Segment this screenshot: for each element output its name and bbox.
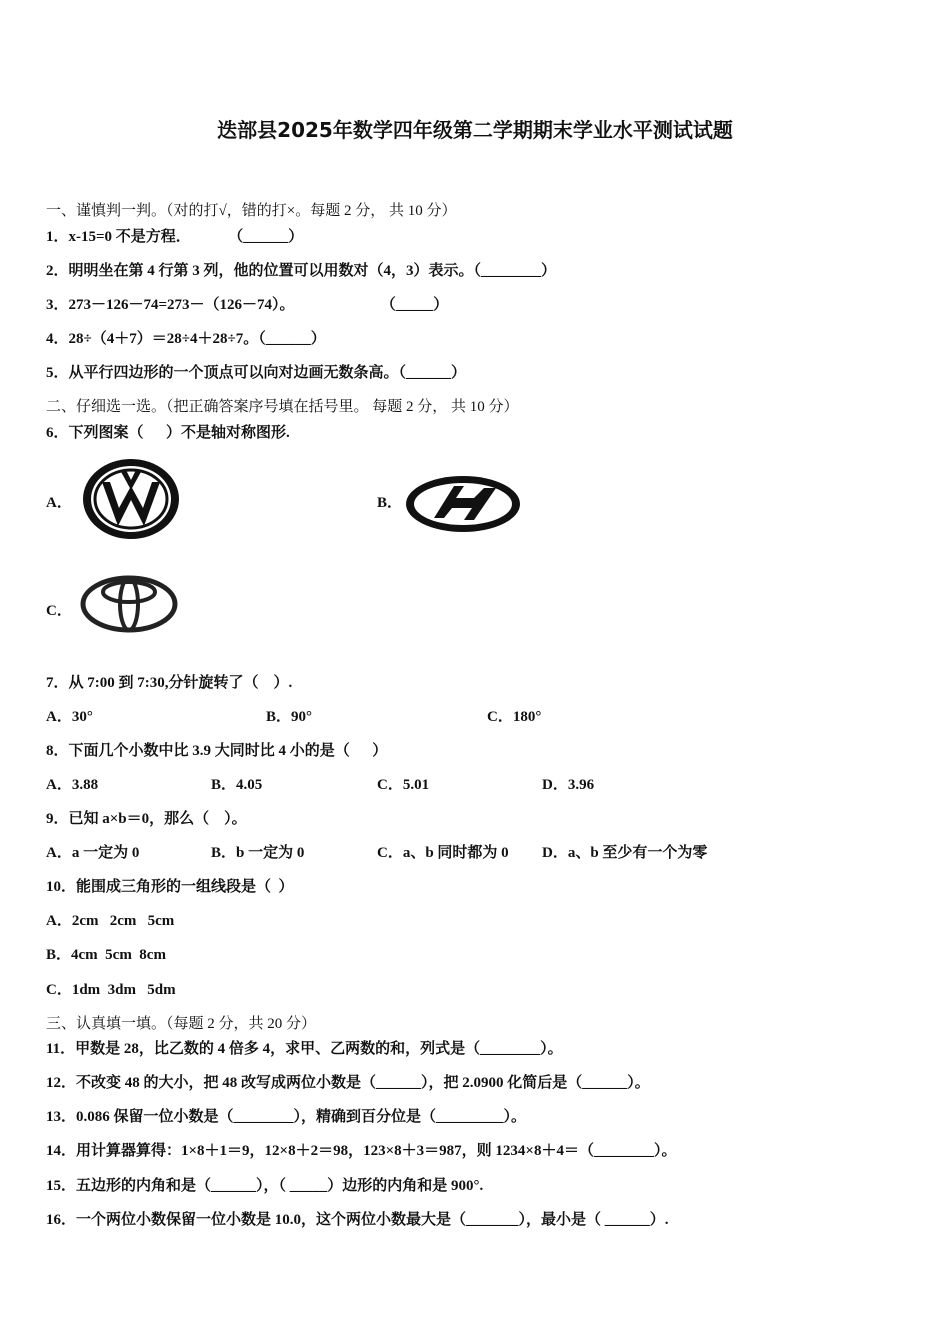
- toyota-logo: [80, 566, 178, 636]
- q7-option-b: B．90°: [266, 709, 313, 725]
- question-6: 6．下列图案（ ）不是轴对称图形.: [46, 425, 290, 441]
- q6-option-a: A．: [46, 495, 72, 511]
- volkswagen-logo: [80, 456, 182, 542]
- question-8: 8．下面几个小数中比 3.9 大同时比 4 小的是（ ）: [46, 743, 388, 759]
- question-7: 7．从 7:00 到 7:30,分针旋转了（ ）.: [46, 675, 293, 691]
- question-1: 1．x-15=0 不是方程． （______）: [46, 229, 304, 245]
- section-1-heading: 一、谨慎判一判。（对的打√，错的打×。每题 2 分， 共 10 分）: [46, 203, 457, 219]
- question-14: 14．用计算器算得：1×8＋1＝9，12×8＋2＝98，123×8＋3＝987，则 1234×8＋4＝（________）。: [46, 1143, 677, 1159]
- q10-option-a: A．2cm 2cm 5cm: [46, 913, 175, 929]
- question-12: 12．不改变 48 的大小，把 48 改写成两位小数是（______），把 2.0900 化简后是（______）。: [46, 1075, 650, 1091]
- question-15: 15．五边形的内角和是（______），（ _____）边形的内角和是 900°.: [46, 1178, 484, 1194]
- q7-option-c: C．180°: [487, 709, 542, 725]
- q10-option-c: C．1dm 3dm 5dm: [46, 982, 176, 998]
- section-3-heading: 三、认真填一填。（每题 2 分，共 20 分）: [46, 1016, 317, 1032]
- q9-option-d: D．a、b 至少有一个为零: [542, 845, 708, 861]
- question-13: 13．0.086 保留一位小数是（________），精确到百分位是（_________）。: [46, 1109, 527, 1125]
- q9-option-b: B．b 一定为 0: [211, 845, 305, 861]
- hyundai-logo: [404, 474, 522, 534]
- q8-option-b: B．4.05: [211, 777, 263, 793]
- page-title: 迭部县2025年数学四年级第二学期期末学业水平测试试题: [217, 118, 733, 142]
- q7-option-a: A．30°: [46, 709, 93, 725]
- question-2: 2．明明坐在第 4 行第 3 列，他的位置可以用数对（4，3）表示。（________）: [46, 263, 557, 279]
- section-2-heading: 二、仔细选一选。（把正确答案序号填在括号里。 每题 2 分， 共 10 分）: [46, 399, 519, 415]
- q8-option-c: C．5.01: [377, 777, 430, 793]
- question-11: 11．甲数是 28，比乙数的 4 倍多 4，求甲、乙两数的和，列式是（________）。: [46, 1041, 563, 1057]
- q6-option-c: C．: [46, 603, 72, 619]
- q6-option-b: B．: [377, 495, 403, 511]
- q9-option-a: A．a 一定为 0: [46, 845, 140, 861]
- question-16: 16．一个两位小数保留一位小数是 10.0，这个两位小数最大是（_______），最小是（ ______）.: [46, 1212, 669, 1228]
- question-9: 9．已知 a×b＝0，那么（ ）。: [46, 811, 247, 827]
- question-5: 5．从平行四边形的一个顶点可以向对边画无数条高。（______）: [46, 365, 467, 381]
- q9-option-c: C．a、b 同时都为 0: [377, 845, 509, 861]
- question-10: 10．能围成三角形的一组线段是（ ）: [46, 879, 294, 895]
- q8-option-d: D．3.96: [542, 777, 595, 793]
- q10-option-b: B．4cm 5cm 8cm: [46, 947, 166, 963]
- q8-option-a: A．3.88: [46, 777, 99, 793]
- question-3: 3．273－126－74=273－（126－74）。 （_____）: [46, 297, 449, 313]
- question-4: 4．28÷（4＋7）＝28÷4＋28÷7。（______）: [46, 331, 326, 347]
